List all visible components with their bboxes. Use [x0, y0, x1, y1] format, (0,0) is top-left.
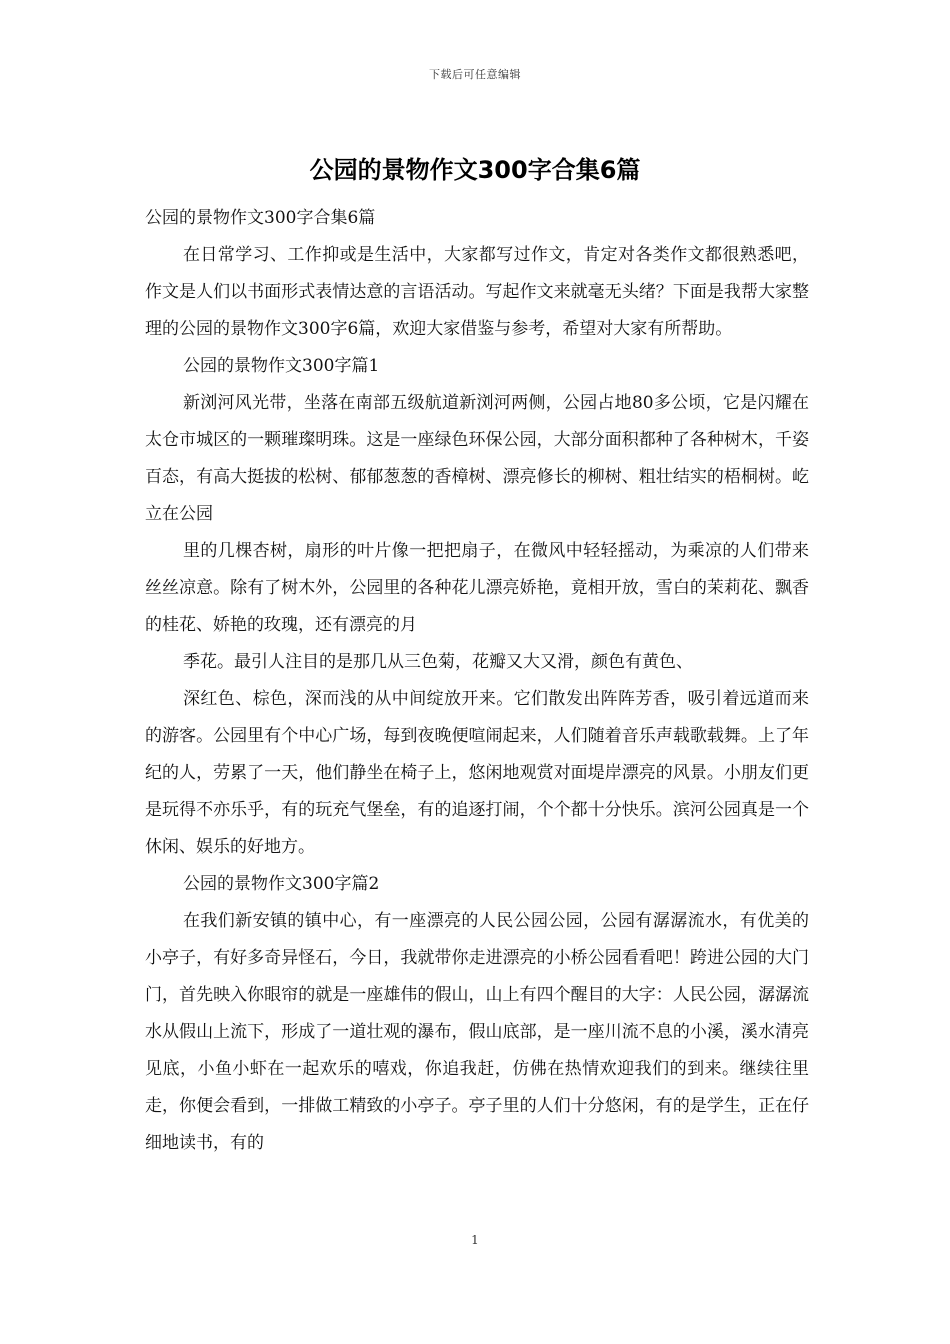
- section-heading-1: 公园的景物作文300字篇1: [183, 356, 380, 376]
- body-paragraph: 里的几棵杏树，扇形的叶片像一把把扇子，在微风中轻轻摇动，为乘凉的人们带来丝丝凉意。除有了树木外，公园里的各种花儿漂亮娇艳，竟相开放，雪白的茉莉花、飘香的桂花、娇艳的玫瑰，还有漂亮的月: [145, 541, 809, 635]
- document-body: [145, 200, 809, 1162]
- page-number: 1: [471, 1233, 479, 1247]
- subtitle-paragraph: 公园的景物作文300字合集6篇: [145, 208, 376, 228]
- document-title: 公园的景物作文300字合集6篇: [309, 156, 641, 184]
- intro-paragraph: 在日常学习、工作抑或是生活中，大家都写过作文，肯定对各类作文都很熟悉吧，作文是人们以书面形式表情达意的言语活动。写起作文来就毫无头绪？下面是我帮大家整理的公园的景物作文300字6篇，欢迎大家借鉴与参考，希望对大家有所帮助。: [145, 245, 809, 339]
- section-heading-2: 公园的景物作文300字篇2: [183, 874, 380, 894]
- body-paragraph: 季花。最引人注目的是那几从三色菊，花瓣又大又滑，颜色有黄色、: [183, 652, 693, 672]
- header-note: 下载后可任意编辑: [429, 68, 521, 81]
- body-paragraph: 深红色、棕色，深而浅的从中间绽放开来。它们散发出阵阵芳香，吸引着远道而来的游客。公园里有个中心广场，每到夜晚便喧闹起来，人们随着音乐声载歌载舞。上了年纪的人，劳累了一天，他们静坐在椅子上，悠闲地观赏对面堤岸漂亮的风景。小朋友们更是玩得不亦乐乎，有的玩充气堡垒，有的追逐打闹，个个都十分快乐。滨河公园真是一个休闲、娱乐的好地方。: [145, 689, 809, 857]
- body-paragraph: 新浏河风光带，坐落在南部五级航道新浏河两侧，公园占地80多公顷，它是闪耀在太仓市城区的一颗璀璨明珠。这是一座绿色环保公园，大部分面积都种了各种树木，千姿百态，有高大挺拔的松树、郁郁葱葱的香樟树、漂亮修长的柳树、粗壮结实的梧桐树。屹立在公园: [145, 393, 809, 524]
- body-paragraph: 在我们新安镇的镇中心，有一座漂亮的人民公园公园，公园有潺潺流水，有优美的小亭子，有好多奇异怪石，今日，我就带你走进漂亮的小桥公园看看吧！跨进公园的大门门，首先映入你眼帘的就是一座雄伟的假山，山上有四个醒目的大字：人民公园，潺潺流水从假山上流下，形成了一道壮观的瀑布，假山底部，是一座川流不息的小溪，溪水清亮见底，小鱼小虾在一起欢乐的嘻戏，你追我赶，仿佛在热情欢迎我们的到来。继续往里走，你便会看到，一排做工精致的小亭子。亭子里的人们十分悠闲，有的是学生，正在仔细地读书，有的: [145, 911, 809, 1153]
